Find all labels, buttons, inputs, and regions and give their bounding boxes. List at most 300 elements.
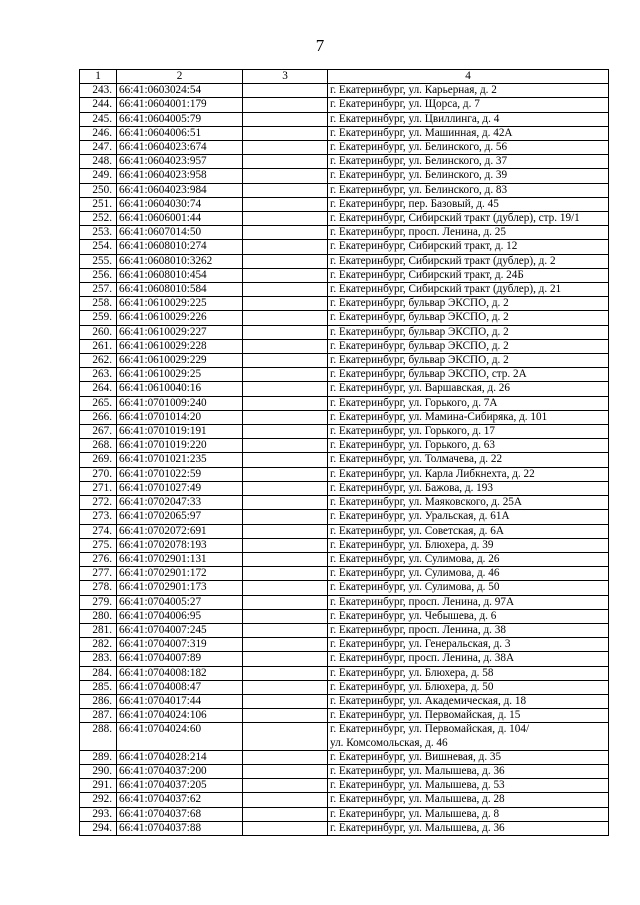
column-3-cell [243, 297, 328, 311]
column-3-cell [243, 311, 328, 325]
column-3-cell [243, 680, 328, 694]
address-cell [328, 240, 609, 254]
address-line: ул. Комсомольская, д. 46 [330, 736, 448, 749]
address-cell [328, 197, 609, 211]
address-cell [328, 510, 609, 524]
table-row [80, 538, 609, 552]
column-3-cell [243, 197, 328, 211]
address-line: г. Екатеринбург, бульвар ЭКСПО, д. 2 [330, 325, 509, 338]
address-cell [328, 382, 609, 396]
table-row [80, 155, 609, 169]
column-3-cell [243, 354, 328, 368]
address-line: г. Екатеринбург, бульвар ЭКСПО, д. 2 [330, 297, 509, 310]
address-cell [328, 183, 609, 197]
address-line: г. Екатеринбург, ул. Сулимова, д. 46 [330, 567, 500, 580]
page-number: 7 [315, 36, 325, 55]
cadastral-number-cell: 66:41:0604023:984 [117, 183, 243, 197]
row-number-cell: 290. [80, 764, 117, 778]
address-cell [328, 694, 609, 708]
address-line: г. Екатеринбург, ул. Вишневая, д. 35 [330, 750, 502, 763]
cadastral-number-cell: 66:41:0704008:47 [117, 680, 243, 694]
address-cell [328, 141, 609, 155]
table-row [80, 666, 609, 680]
address-line: г. Екатеринбург, ул. Щорса, д. 7 [330, 98, 480, 111]
cadastral-number-cell: 66:41:0604023:957 [117, 155, 243, 169]
table-row [80, 581, 609, 595]
row-number-cell: 269. [80, 453, 117, 467]
row-number-cell: 287. [80, 709, 117, 723]
address-line: г. Екатеринбург, Сибирский тракт (дублер), д. 2 [330, 254, 556, 267]
address-line: г. Екатеринбург, ул. Малышева, д. 53 [330, 779, 505, 792]
address-line: г. Екатеринбург, ул. Толмачева, д. 22 [330, 453, 503, 466]
address-cell [328, 283, 609, 297]
address-cell [328, 98, 609, 112]
address-line: г. Екатеринбург, ул. Горького, д. 63 [330, 439, 495, 452]
address-cell [328, 552, 609, 566]
column-3-cell [243, 410, 328, 424]
cadastral-number-cell: 66:41:0604001:179 [117, 98, 243, 112]
address-line: г. Екатеринбург, ул. Первомайская, д. 104/ [330, 723, 530, 736]
table-row [80, 694, 609, 708]
column-3-cell [243, 169, 328, 183]
address-cell [328, 779, 609, 793]
cadastral-number-cell: 66:41:0702901:173 [117, 581, 243, 595]
address-line: г. Екатеринбург, Сибирский тракт (дублер), стр. 19/1 [330, 212, 580, 225]
address-line: г. Екатеринбург, ул. Блюхера, д. 39 [330, 538, 494, 551]
address-line: г. Екатеринбург, ул. Карьерная, д. 2 [330, 84, 497, 97]
column-3-cell [243, 807, 328, 821]
column-3-cell [243, 112, 328, 126]
table-row [80, 595, 609, 609]
column-3-cell [243, 595, 328, 609]
table-row [80, 680, 609, 694]
row-number-cell: 256. [80, 268, 117, 282]
row-number-cell: 252. [80, 212, 117, 226]
cadastral-number-cell: 66:41:0704037:68 [117, 807, 243, 821]
address-line: г. Екатеринбург, просп. Ленина, д. 38А [330, 652, 515, 665]
cadastral-number-cell: 66:41:0608010:584 [117, 283, 243, 297]
address-cell [328, 567, 609, 581]
cadastral-number-cell: 66:41:0704024:106 [117, 709, 243, 723]
address-cell [328, 496, 609, 510]
table-row [80, 183, 609, 197]
address-cell [328, 581, 609, 595]
row-number-cell: 266. [80, 410, 117, 424]
row-number-cell: 248. [80, 155, 117, 169]
table-row [80, 169, 609, 183]
row-number-cell: 258. [80, 297, 117, 311]
address-cell [328, 297, 609, 311]
table-row [80, 496, 609, 510]
address-cell [328, 595, 609, 609]
row-number-cell: 277. [80, 567, 117, 581]
cadastral-number-cell: 66:41:0701019:220 [117, 439, 243, 453]
address-line: г. Екатеринбург, ул. Сулимова, д. 26 [330, 552, 500, 565]
table-body [80, 70, 609, 836]
cadastral-number-cell: 66:41:0604005:79 [117, 112, 243, 126]
address-line: г. Екатеринбург, ул. Блюхера, д. 58 [330, 666, 494, 679]
address-line: г. Екатеринбург, ул. Сулимова, д. 50 [330, 581, 500, 594]
address-cell [328, 666, 609, 680]
cadastral-number-cell: 66:41:0704024:60 [117, 723, 243, 750]
address-cell [328, 453, 609, 467]
address-line: г. Екатеринбург, просп. Ленина, д. 38 [330, 623, 506, 636]
address-line: г. Екатеринбург, ул. Блюхера, д. 50 [330, 680, 494, 693]
row-number-cell: 263. [80, 368, 117, 382]
table-row [80, 779, 609, 793]
column-3-cell [243, 821, 328, 835]
row-number-cell: 286. [80, 694, 117, 708]
address-cell [328, 623, 609, 637]
column-3-cell [243, 694, 328, 708]
address-line: г. Екатеринбург, Сибирский тракт (дублер), д. 21 [330, 283, 562, 296]
table-row [80, 141, 609, 155]
column-3-cell [243, 254, 328, 268]
cadastral-number-cell: 66:41:0704007:319 [117, 638, 243, 652]
address-cell [328, 793, 609, 807]
address-cell [328, 226, 609, 240]
table-row [80, 750, 609, 764]
table-row [80, 197, 609, 211]
address-line: г. Екатеринбург, ул. Горького, д. 17 [330, 425, 495, 438]
address-line: г. Екатеринбург, ул. Цвиллинга, д. 4 [330, 112, 500, 125]
column-header-2: 2 [117, 70, 243, 84]
row-number-cell: 257. [80, 283, 117, 297]
cadastral-number-cell: 66:41:0704007:245 [117, 623, 243, 637]
address-line: г. Екатеринбург, ул. Маяковского, д. 25А [330, 496, 522, 509]
address-line: г. Екатеринбург, ул. Карла Либкнехта, д. 22 [330, 467, 535, 480]
table-row [80, 764, 609, 778]
table-row [80, 396, 609, 410]
column-3-cell [243, 126, 328, 140]
address-line: г. Екатеринбург, ул. Машинная, д. 42А [330, 126, 513, 139]
cadastral-number-cell: 66:41:0704037:205 [117, 779, 243, 793]
column-3-cell [243, 623, 328, 637]
table-row [80, 793, 609, 807]
table-row [80, 297, 609, 311]
address-cell [328, 709, 609, 723]
address-cell [328, 439, 609, 453]
table-row [80, 112, 609, 126]
address-cell [328, 467, 609, 481]
column-3-cell [243, 268, 328, 282]
table-row [80, 84, 609, 98]
row-number-cell: 284. [80, 666, 117, 680]
address-line: г. Екатеринбург, ул. Чебышева, д. 6 [330, 609, 497, 622]
row-number-cell: 262. [80, 354, 117, 368]
row-number-cell: 267. [80, 425, 117, 439]
cadastral-number-cell: 66:41:0604023:958 [117, 169, 243, 183]
cadastral-number-cell: 66:41:0610040:16 [117, 382, 243, 396]
table-row [80, 410, 609, 424]
column-3-cell [243, 382, 328, 396]
column-3-cell [243, 283, 328, 297]
row-number-cell: 261. [80, 339, 117, 353]
row-number-cell: 246. [80, 126, 117, 140]
row-number-cell: 275. [80, 538, 117, 552]
row-number-cell: 254. [80, 240, 117, 254]
cadastral-number-cell: 66:41:0608010:274 [117, 240, 243, 254]
cadastral-number-cell: 66:41:0702078:193 [117, 538, 243, 552]
row-number-cell: 247. [80, 141, 117, 155]
cadastral-number-cell: 66:41:0608010:3262 [117, 254, 243, 268]
address-line: г. Екатеринбург, ул. Первомайская, д. 15 [330, 709, 521, 722]
row-number-cell: 291. [80, 779, 117, 793]
cadastral-number-cell: 66:41:0702901:172 [117, 567, 243, 581]
table-row [80, 126, 609, 140]
cadastral-number-cell: 66:41:0606001:44 [117, 212, 243, 226]
column-3-cell [243, 779, 328, 793]
address-line: г. Екатеринбург, ул. Белинского, д. 83 [330, 183, 508, 196]
address-line: г. Екатеринбург, бульвар ЭКСПО, стр. 2А [330, 368, 527, 381]
column-3-cell [243, 339, 328, 353]
column-3-cell [243, 609, 328, 623]
column-header-4: 4 [328, 70, 609, 84]
column-3-cell [243, 481, 328, 495]
cadastral-number-cell: 66:41:0604030:74 [117, 197, 243, 211]
row-number-cell: 280. [80, 609, 117, 623]
cadastral-number-cell: 66:41:0704005:27 [117, 595, 243, 609]
row-number-cell: 278. [80, 581, 117, 595]
cadastral-number-cell: 66:41:0610029:226 [117, 311, 243, 325]
row-number-cell: 270. [80, 467, 117, 481]
column-3-cell [243, 496, 328, 510]
address-line: г. Екатеринбург, Сибирский тракт, д. 24Б [330, 268, 524, 281]
column-3-cell [243, 183, 328, 197]
address-line: г. Екатеринбург, бульвар ЭКСПО, д. 2 [330, 311, 509, 324]
cadastral-number-cell: 66:41:0701019:191 [117, 425, 243, 439]
table-row [80, 268, 609, 282]
address-line: г. Екатеринбург, ул. Белинского, д. 37 [330, 155, 508, 168]
table-row [80, 510, 609, 524]
cadastral-number-cell: 66:41:0604023:674 [117, 141, 243, 155]
row-number-cell: 268. [80, 439, 117, 453]
table-row [80, 552, 609, 566]
column-3-cell [243, 439, 328, 453]
table-row [80, 709, 609, 723]
address-cell [328, 750, 609, 764]
row-number-cell: 285. [80, 680, 117, 694]
address-cell [328, 339, 609, 353]
column-3-cell [243, 141, 328, 155]
column-3-cell [243, 552, 328, 566]
address-cell [328, 311, 609, 325]
row-number-cell: 251. [80, 197, 117, 211]
address-line: г. Екатеринбург, ул. Варшавская, д. 26 [330, 382, 510, 395]
cadastral-number-cell: 66:41:0603024:54 [117, 84, 243, 98]
cadastral-number-cell: 66:41:0704037:200 [117, 764, 243, 778]
address-cell [328, 155, 609, 169]
column-3-cell [243, 155, 328, 169]
row-number-cell: 264. [80, 382, 117, 396]
address-line: г. Екатеринбург, пер. Базовый, д. 45 [330, 197, 499, 210]
address-cell [328, 212, 609, 226]
row-number-cell: 245. [80, 112, 117, 126]
table-row [80, 439, 609, 453]
column-3-cell [243, 226, 328, 240]
cadastral-number-cell: 66:41:0704017:44 [117, 694, 243, 708]
column-3-cell [243, 368, 328, 382]
cadastral-number-cell: 66:41:0607014:50 [117, 226, 243, 240]
address-cell [328, 481, 609, 495]
cadastral-number-cell: 66:41:0608010:454 [117, 268, 243, 282]
table-row [80, 212, 609, 226]
column-header-1: 1 [80, 70, 117, 84]
row-number-cell: 289. [80, 750, 117, 764]
address-cell [328, 354, 609, 368]
row-number-cell: 274. [80, 524, 117, 538]
address-cell [328, 538, 609, 552]
row-number-cell: 271. [80, 481, 117, 495]
table-row [80, 240, 609, 254]
table-row [80, 821, 609, 835]
cadastral-number-cell: 66:41:0702072:691 [117, 524, 243, 538]
address-cell [328, 821, 609, 835]
address-line: г. Екатеринбург, ул. Белинского, д. 56 [330, 141, 508, 154]
column-3-cell [243, 84, 328, 98]
row-number-cell: 250. [80, 183, 117, 197]
column-3-cell [243, 212, 328, 226]
row-number-cell: 265. [80, 396, 117, 410]
row-number-cell: 281. [80, 623, 117, 637]
address-cell [328, 764, 609, 778]
column-3-cell [243, 750, 328, 764]
column-3-cell [243, 425, 328, 439]
address-line: г. Екатеринбург, просп. Ленина, д. 25 [330, 226, 506, 239]
address-cell [328, 126, 609, 140]
row-number-cell: 272. [80, 496, 117, 510]
address-cell [328, 368, 609, 382]
address-line: г. Екатеринбург, Сибирский тракт, д. 12 [330, 240, 518, 253]
table-row [80, 453, 609, 467]
address-line: г. Екатеринбург, ул. Белинского, д. 39 [330, 169, 508, 182]
table-row [80, 524, 609, 538]
registry-table [79, 69, 609, 836]
address-cell [328, 680, 609, 694]
table-row [80, 467, 609, 481]
table-row [80, 623, 609, 637]
table-header-row [80, 70, 609, 84]
column-3-cell [243, 638, 328, 652]
cadastral-number-cell: 66:41:0701027:49 [117, 481, 243, 495]
cadastral-number-cell: 66:41:0610029:227 [117, 325, 243, 339]
table-row [80, 609, 609, 623]
column-3-cell [243, 709, 328, 723]
address-cell [328, 84, 609, 98]
cadastral-number-cell: 66:41:0704028:214 [117, 750, 243, 764]
column-3-cell [243, 467, 328, 481]
address-cell [328, 723, 609, 750]
table-row [80, 354, 609, 368]
table-row [80, 481, 609, 495]
address-cell [328, 638, 609, 652]
column-3-cell [243, 538, 328, 552]
address-line: г. Екатеринбург, ул. Уральская, д. 61А [330, 510, 510, 523]
address-line: г. Екатеринбург, ул. Мамина-Сибиряка, д. 101 [330, 410, 548, 423]
row-number-cell: 244. [80, 98, 117, 112]
table-row [80, 638, 609, 652]
column-3-cell [243, 581, 328, 595]
cadastral-number-cell: 66:41:0610029:25 [117, 368, 243, 382]
row-number-cell: 243. [80, 84, 117, 98]
row-number-cell: 259. [80, 311, 117, 325]
address-cell [328, 807, 609, 821]
cadastral-number-cell: 66:41:0702901:131 [117, 552, 243, 566]
address-cell [328, 410, 609, 424]
cadastral-number-cell: 66:41:0610029:225 [117, 297, 243, 311]
table-row [80, 425, 609, 439]
table-row [80, 567, 609, 581]
address-line: г. Екатеринбург, ул. Малышева, д. 8 [330, 807, 500, 820]
column-3-cell [243, 723, 328, 750]
cadastral-number-cell: 66:41:0701022:59 [117, 467, 243, 481]
row-number-cell: 276. [80, 552, 117, 566]
column-3-cell [243, 793, 328, 807]
cadastral-number-cell: 66:41:0704006:95 [117, 609, 243, 623]
address-line: г. Екатеринбург, ул. Горького, д. 7А [330, 396, 498, 409]
address-cell [328, 325, 609, 339]
row-number-cell: 294. [80, 821, 117, 835]
row-number-cell: 253. [80, 226, 117, 240]
row-number-cell: 283. [80, 652, 117, 666]
cadastral-number-cell: 66:41:0701009:240 [117, 396, 243, 410]
cadastral-number-cell: 66:41:0610029:228 [117, 339, 243, 353]
column-3-cell [243, 325, 328, 339]
address-line: г. Екатеринбург, ул. Бажова, д. 193 [330, 481, 493, 494]
cadastral-number-cell: 66:41:0702047:33 [117, 496, 243, 510]
table-row [80, 325, 609, 339]
row-number-cell: 288. [80, 723, 117, 750]
address-cell [328, 254, 609, 268]
address-line: г. Екатеринбург, ул. Малышева, д. 36 [330, 821, 505, 834]
address-cell [328, 268, 609, 282]
address-line: г. Екатеринбург, бульвар ЭКСПО, д. 2 [330, 339, 509, 352]
address-line: г. Екатеринбург, ул. Малышева, д. 28 [330, 793, 505, 806]
table-row [80, 368, 609, 382]
address-cell [328, 652, 609, 666]
column-3-cell [243, 396, 328, 410]
address-cell [328, 609, 609, 623]
cadastral-number-cell: 66:41:0702065:97 [117, 510, 243, 524]
column-3-cell [243, 98, 328, 112]
table-row [80, 382, 609, 396]
address-line: г. Екатеринбург, ул. Малышева, д. 36 [330, 764, 505, 777]
cadastral-number-cell: 66:41:0701014:20 [117, 410, 243, 424]
row-number-cell: 279. [80, 595, 117, 609]
column-3-cell [243, 764, 328, 778]
address-line: г. Екатеринбург, бульвар ЭКСПО, д. 2 [330, 354, 509, 367]
table-row [80, 652, 609, 666]
table-row [80, 98, 609, 112]
row-number-cell: 282. [80, 638, 117, 652]
cadastral-number-cell: 66:41:0704037:88 [117, 821, 243, 835]
address-line: г. Екатеринбург, ул. Генеральская, д. 3 [330, 638, 511, 651]
cadastral-number-cell: 66:41:0704008:182 [117, 666, 243, 680]
table-row [80, 339, 609, 353]
row-number-cell: 293. [80, 807, 117, 821]
address-line: г. Екатеринбург, ул. Академическая, д. 18 [330, 694, 527, 707]
address-cell [328, 169, 609, 183]
table-row [80, 807, 609, 821]
address-cell [328, 425, 609, 439]
cadastral-number-cell: 66:41:0610029:229 [117, 354, 243, 368]
table-row [80, 254, 609, 268]
row-number-cell: 273. [80, 510, 117, 524]
cadastral-number-cell: 66:41:0704037:62 [117, 793, 243, 807]
table-row [80, 226, 609, 240]
cadastral-number-cell: 66:41:0701021:235 [117, 453, 243, 467]
column-3-cell [243, 510, 328, 524]
